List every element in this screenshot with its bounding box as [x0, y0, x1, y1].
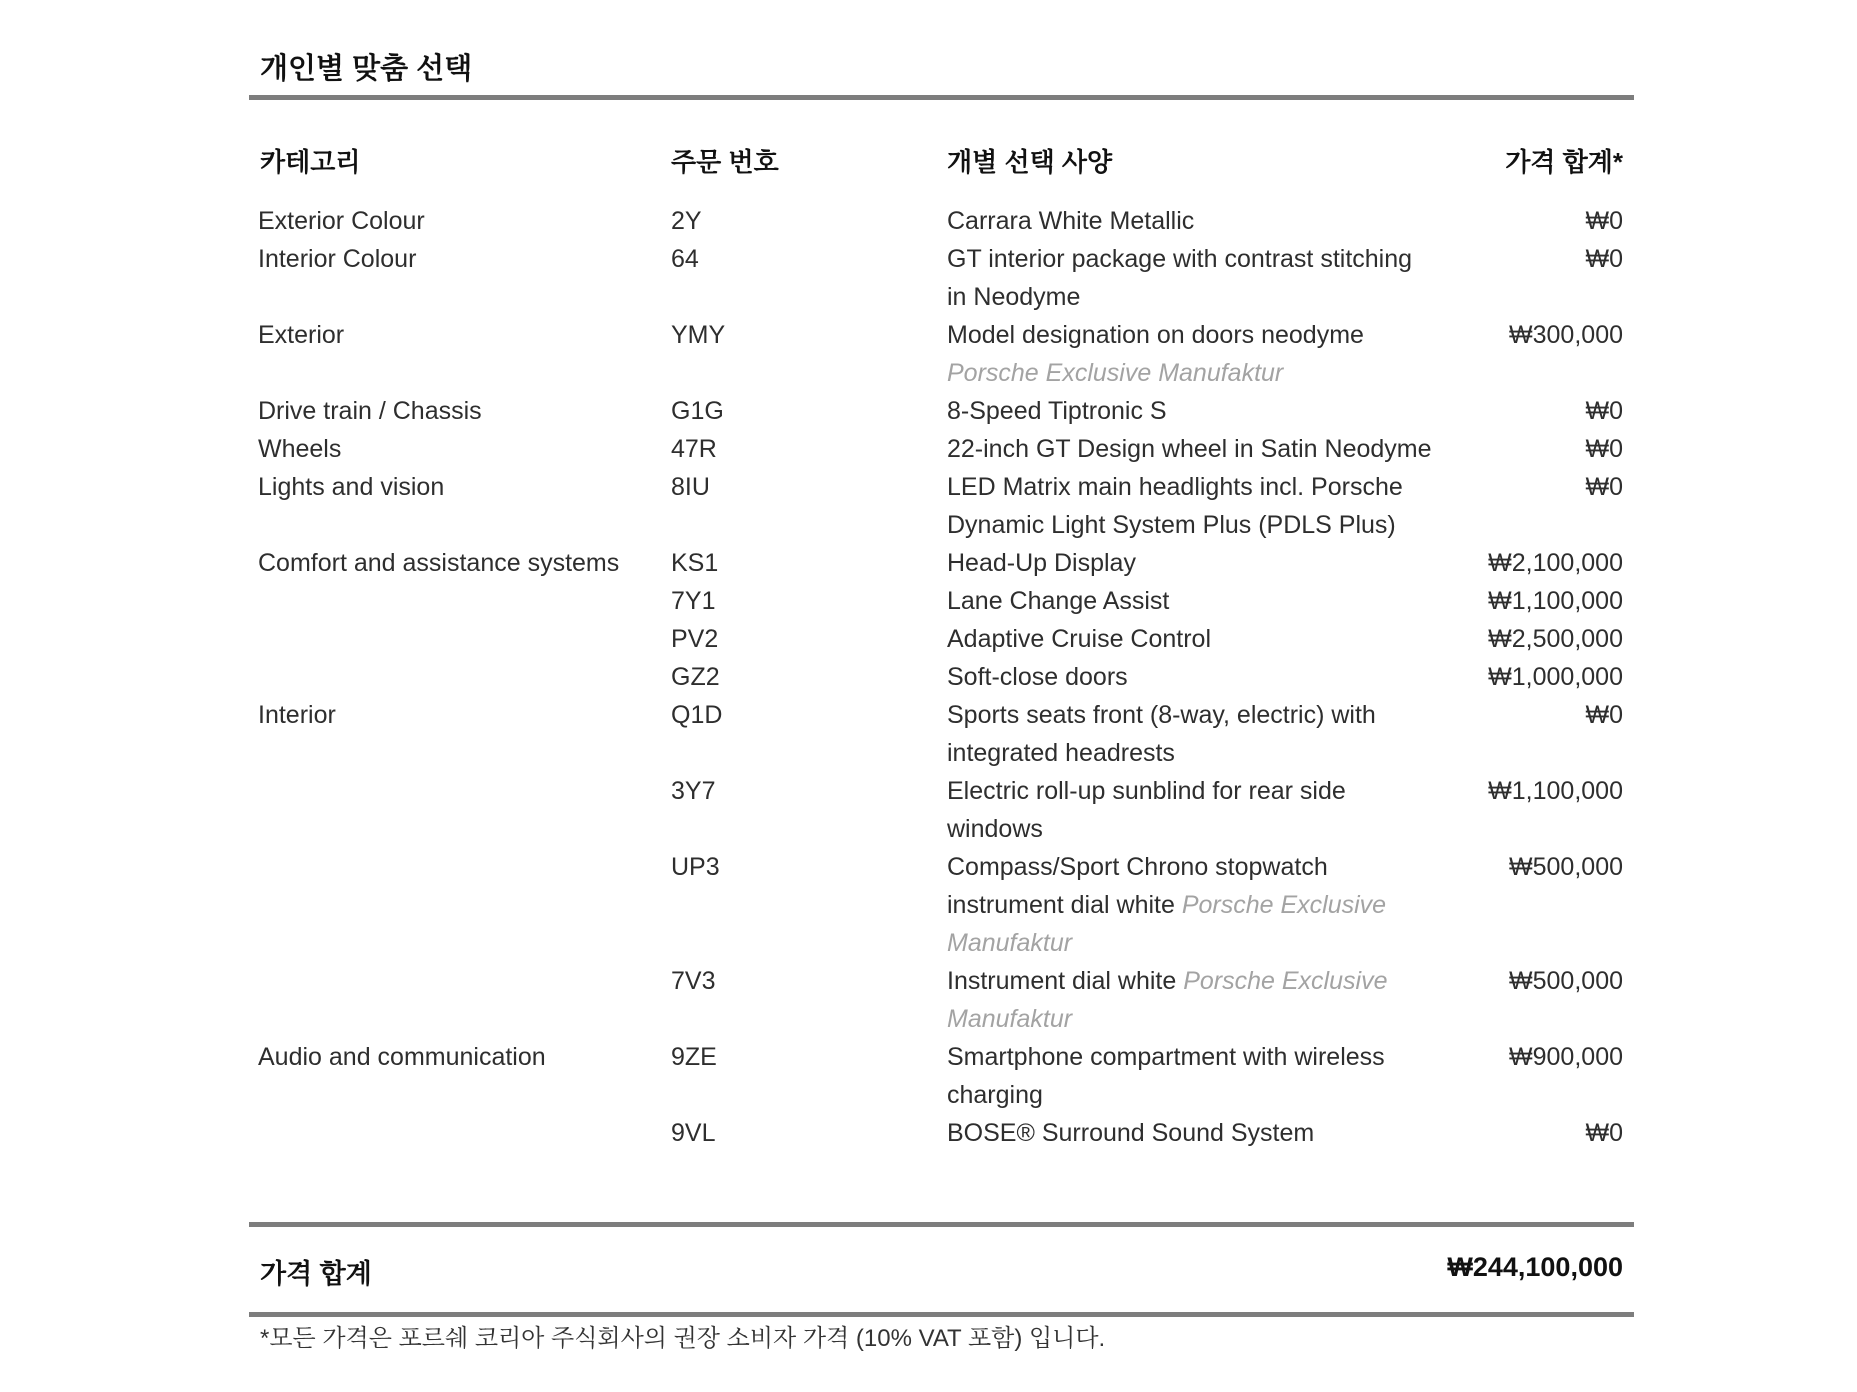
row-option-line: GT interior package with contrast stitching — [947, 245, 1413, 273]
row-order-code: 9VL — [671, 1119, 716, 1147]
row-order-code: GZ2 — [671, 663, 720, 691]
row-option-line: Lane Change Assist — [947, 587, 1170, 615]
row-order-code: 64 — [671, 245, 699, 273]
row-category: Interior Colour — [258, 245, 417, 273]
row-price: ₩1,100,000 — [1488, 587, 1623, 615]
exclusive-note: Manufaktur — [947, 929, 1073, 957]
row-order-code: 9ZE — [671, 1043, 717, 1071]
row-order-code: PV2 — [671, 625, 719, 653]
row-category: Audio and communication — [258, 1043, 546, 1071]
row-option-line: LED Matrix main headlights incl. Porsche — [947, 473, 1403, 501]
row-option-line: Adaptive Cruise Control — [947, 625, 1212, 653]
row-price: ₩900,000 — [1509, 1043, 1623, 1071]
header-order-number: 주문 번호 — [671, 147, 779, 177]
row-order-code: G1G — [671, 397, 724, 425]
total-divider-top — [249, 1222, 1634, 1227]
row-order-code: KS1 — [671, 549, 719, 577]
row-price: ₩300,000 — [1509, 321, 1623, 349]
row-option-line: Smartphone compartment with wireless — [947, 1043, 1385, 1071]
row-option-line: BOSE® Surround Sound System — [947, 1119, 1315, 1147]
row-price: ₩0 — [1585, 701, 1623, 729]
row-option-line: Instrument dial white Porsche Exclusive — [947, 967, 1388, 995]
total-label: 가격 합계 — [260, 1259, 372, 1289]
row-order-code: UP3 — [671, 853, 720, 881]
row-option-line: Sports seats front (8-way, electric) with — [947, 701, 1376, 729]
row-option-line: Model designation on doors neodyme — [947, 321, 1364, 349]
row-price: ₩0 — [1585, 207, 1623, 235]
section-title: 개인별 맞춤 선택 — [260, 53, 473, 85]
row-price: ₩2,100,000 — [1488, 549, 1623, 577]
total-value: ₩244,100,000 — [1447, 1252, 1623, 1282]
row-option-line: windows — [947, 815, 1043, 843]
row-order-code: Q1D — [671, 701, 723, 729]
row-category: Wheels — [258, 435, 342, 463]
row-option-line: Soft-close doors — [947, 663, 1128, 691]
row-order-code: 8IU — [671, 473, 710, 501]
exclusive-note: Porsche Exclusive Manufaktur — [947, 359, 1284, 387]
row-order-code: 2Y — [671, 207, 702, 235]
row-order-code: 47R — [671, 435, 717, 463]
row-order-code: 3Y7 — [671, 777, 716, 805]
total-divider-bottom — [249, 1312, 1634, 1317]
row-option-line: 22-inch GT Design wheel in Satin Neodyme — [947, 435, 1432, 463]
exclusive-note: Manufaktur — [947, 1005, 1073, 1033]
row-price: ₩0 — [1585, 1119, 1623, 1147]
header-category: 카테고리 — [260, 147, 361, 177]
row-order-code: 7V3 — [671, 967, 716, 995]
row-option-line: in Neodyme — [947, 283, 1081, 311]
header-option: 개별 선택 사양 — [947, 147, 1113, 177]
row-option-line: Carrara White Metallic — [947, 207, 1195, 235]
row-option-line: Electric roll-up sunblind for rear side — [947, 777, 1346, 805]
row-category: Drive train / Chassis — [258, 397, 482, 425]
row-price: ₩500,000 — [1509, 853, 1623, 881]
row-option-line: instrument dial white Porsche Exclusive — [947, 891, 1387, 919]
row-price: ₩1,100,000 — [1488, 777, 1623, 805]
row-category: Exterior Colour — [258, 207, 425, 235]
row-option-line: charging — [947, 1081, 1043, 1109]
row-category: Comfort and assistance systems — [258, 549, 620, 577]
row-price: ₩500,000 — [1509, 967, 1623, 995]
row-price: ₩2,500,000 — [1488, 625, 1623, 653]
row-category: Lights and vision — [258, 473, 445, 501]
row-price: ₩0 — [1585, 473, 1623, 501]
row-price: ₩0 — [1585, 245, 1623, 273]
row-option-line: Head-Up Display — [947, 549, 1136, 577]
row-order-code: YMY — [671, 321, 726, 349]
row-price: ₩1,000,000 — [1488, 663, 1623, 691]
header-price: 가격 합계* — [1505, 147, 1623, 177]
row-category: Exterior — [258, 321, 345, 349]
footnote: *모든 가격은 포르쉐 코리아 주식회사의 권장 소비자 가격 (10% VAT 포함) 입니다. — [260, 1325, 1106, 1352]
exclusive-note: Porsche Exclusive — [1174, 891, 1387, 919]
exclusive-note: Porsche Exclusive — [1176, 967, 1388, 995]
row-price: ₩0 — [1585, 435, 1623, 463]
row-option-line: Dynamic Light System Plus (PDLS Plus) — [947, 511, 1396, 539]
row-order-code: 7Y1 — [671, 587, 716, 615]
row-category: Interior — [258, 701, 336, 729]
row-option-line: 8-Speed Tiptronic S — [947, 397, 1167, 425]
row-option-line: integrated headrests — [947, 739, 1175, 767]
row-option-line: Compass/Sport Chrono stopwatch — [947, 853, 1328, 881]
row-price: ₩0 — [1585, 397, 1623, 425]
